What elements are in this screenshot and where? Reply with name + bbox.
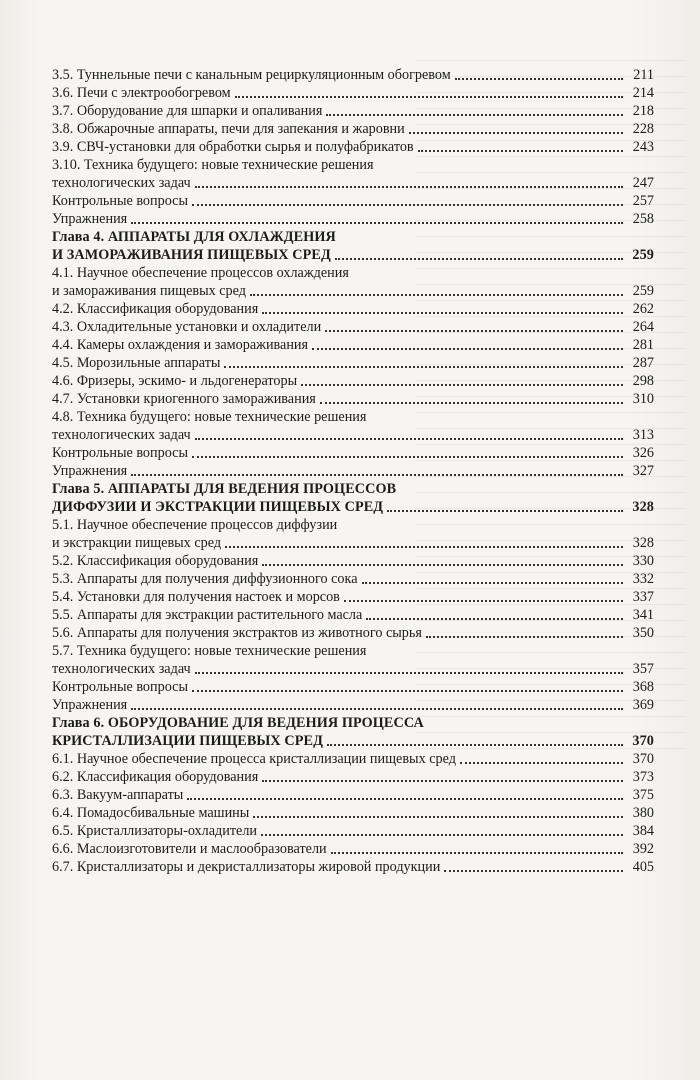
toc-entry — [52, 570, 654, 588]
toc-entry-title-line1: 4.8. Техника будущего: новые технические решения — [52, 409, 367, 425]
toc-page-number: 310 — [632, 391, 654, 407]
dot-leader — [224, 366, 623, 368]
toc-page-number: 332 — [632, 571, 654, 587]
toc-entry-title: 6.7. Кристаллизаторы и декристаллизаторы жировой продукции — [52, 859, 441, 875]
toc-entry-title: 6.5. Кристаллизаторы-охладители — [52, 823, 258, 839]
toc-entry-title: технологических задач — [52, 661, 191, 677]
toc-entry — [52, 516, 654, 552]
toc-page-number: 328 — [632, 499, 654, 515]
toc-entry — [52, 606, 654, 624]
toc-entry-title: и экстракции пищевых сред — [52, 535, 222, 551]
dot-leader — [192, 690, 623, 692]
dot-leader — [344, 600, 623, 602]
toc-entry-title: 4.7. Установки криогенного замораживания — [52, 391, 316, 407]
toc-page-number: 211 — [633, 67, 654, 83]
toc-page-number: 298 — [632, 373, 654, 389]
toc-entry-title: 3.5. Туннельные печи с канальным рециркуляционным обогревом — [52, 67, 451, 83]
toc-entry-title: 5.3. Аппараты для получения диффузионного сока — [52, 571, 358, 587]
dot-leader — [250, 294, 623, 296]
dot-leader — [326, 114, 623, 116]
toc-page-number: 357 — [632, 661, 654, 677]
dot-leader — [366, 618, 623, 620]
toc-entry — [52, 768, 654, 786]
dot-leader — [187, 798, 623, 800]
toc-page-number: 214 — [632, 85, 654, 101]
toc-entry — [52, 300, 654, 318]
toc-entry-title: 4.4. Камеры охлаждения и замораживания — [52, 337, 309, 353]
toc-entry-title-line1: 3.10. Техника будущего: новые технические решения — [52, 157, 374, 173]
dot-leader — [301, 384, 623, 386]
dot-leader — [331, 852, 623, 854]
dot-leader — [192, 456, 623, 458]
toc-entry-title: Упражнения — [52, 211, 128, 227]
dot-leader — [195, 438, 623, 440]
toc-entry — [52, 840, 654, 858]
toc-page-number: 258 — [632, 211, 654, 227]
toc-entry — [52, 210, 654, 228]
toc-entry-title: 5.6. Аппараты для получения экстрактов из животного сырья — [52, 625, 422, 641]
dot-leader — [261, 834, 623, 836]
dot-leader — [195, 186, 623, 188]
toc-page-number: 327 — [632, 463, 654, 479]
dot-leader — [455, 78, 623, 80]
toc-entry — [52, 264, 654, 300]
toc-entry-title: 4.6. Фризеры, эскимо- и льдогенераторы — [52, 373, 298, 389]
dot-leader — [312, 348, 623, 350]
dot-leader — [131, 708, 623, 710]
toc-page-number: 341 — [632, 607, 654, 623]
toc-entry-title: 4.3. Охладительные установки и охладители — [52, 319, 322, 335]
dot-leader — [426, 636, 623, 638]
toc-entry — [52, 804, 654, 822]
dot-leader — [195, 672, 623, 674]
toc-page-number: 330 — [632, 553, 654, 569]
dot-leader — [409, 132, 623, 134]
toc-entry — [52, 858, 654, 876]
toc-entry — [52, 696, 654, 714]
toc-entry-title-line1: 4.1. Научное обеспечение процессов охлаждения — [52, 265, 349, 281]
toc-page-number: 228 — [632, 121, 654, 137]
toc-entry — [52, 408, 654, 444]
toc-page-number: 392 — [632, 841, 654, 857]
toc-page-number: 326 — [632, 445, 654, 461]
toc-entry-title: 3.6. Печи с электрообогревом — [52, 85, 231, 101]
toc-entry-title: 3.7. Оборудование для шпарки и опаливания — [52, 103, 323, 119]
toc-page-number: 370 — [632, 733, 654, 749]
toc-entry-title: 6.3. Вакуум-аппараты — [52, 787, 184, 803]
toc-page-number: 259 — [632, 283, 654, 299]
toc-page-number: 313 — [632, 427, 654, 443]
toc-entry — [52, 390, 654, 408]
dot-leader — [444, 870, 623, 872]
toc-entry — [52, 444, 654, 462]
toc-entry — [52, 588, 654, 606]
toc-entry — [52, 462, 654, 480]
dot-leader — [131, 222, 623, 224]
toc-page-number: 259 — [632, 247, 654, 263]
toc-entry-title: Упражнения — [52, 463, 128, 479]
toc-entry — [52, 678, 654, 696]
dot-leader — [262, 564, 623, 566]
toc-page-number: 368 — [632, 679, 654, 695]
toc-entry-title-line1: 5.7. Техника будущего: новые технические решения — [52, 643, 367, 659]
toc-entry — [52, 138, 654, 156]
toc-entry — [52, 354, 654, 372]
dot-leader — [253, 816, 623, 818]
toc-chapter — [52, 480, 654, 516]
toc-page-number: 218 — [632, 103, 654, 119]
toc-entry-title: Контрольные вопросы — [52, 679, 188, 695]
toc-entry — [52, 642, 654, 678]
toc-entry-title: 5.5. Аппараты для экстракции растительного масла — [52, 607, 363, 623]
toc-page-number: 262 — [632, 301, 654, 317]
dot-leader — [262, 780, 623, 782]
toc-entry — [52, 84, 654, 102]
toc-entry-title: И ЗАМОРАЖИВАНИЯ ПИЩЕВЫХ СРЕД — [52, 247, 331, 263]
dot-leader — [131, 474, 623, 476]
toc-entry — [52, 822, 654, 840]
toc-entry — [52, 552, 654, 570]
dot-leader — [235, 96, 623, 98]
toc-entry — [52, 624, 654, 642]
toc-page-number: 405 — [632, 859, 654, 875]
toc-entry — [52, 66, 654, 84]
toc-entry-title-line1: 5.1. Научное обеспечение процессов диффузии — [52, 517, 338, 533]
toc-entry-title: технологических задач — [52, 427, 191, 443]
toc-page-number: 257 — [632, 193, 654, 209]
toc-entry-title: 6.6. Маслоизготовители и маслообразователи — [52, 841, 327, 857]
toc-chapter — [52, 228, 654, 264]
toc-entry — [52, 192, 654, 210]
toc-page-number: 243 — [632, 139, 654, 155]
table-of-contents — [52, 66, 654, 876]
toc-entry — [52, 786, 654, 804]
toc-entry-title: 5.2. Классификация оборудования — [52, 553, 259, 569]
dot-leader — [320, 402, 623, 404]
dot-leader — [262, 312, 623, 314]
dot-leader — [327, 744, 623, 746]
toc-entry — [52, 120, 654, 138]
dot-leader — [362, 582, 624, 584]
toc-entry-title: 3.9. СВЧ-установки для обработки сырья и полуфабрикатов — [52, 139, 414, 155]
toc-page-number: 264 — [632, 319, 654, 335]
toc-page-number: 369 — [632, 697, 654, 713]
toc-entry — [52, 102, 654, 120]
toc-entry-title: 4.2. Классификация оборудования — [52, 301, 259, 317]
toc-entry-title: Контрольные вопросы — [52, 445, 188, 461]
dot-leader — [192, 204, 623, 206]
toc-page-number: 380 — [632, 805, 654, 821]
toc-entry-title: 4.5. Морозильные аппараты — [52, 355, 221, 371]
toc-entry-title: Упражнения — [52, 697, 128, 713]
dot-leader — [460, 762, 623, 764]
toc-entry-title: технологических задач — [52, 175, 191, 191]
toc-page-number: 373 — [632, 769, 654, 785]
toc-page-number: 384 — [632, 823, 654, 839]
toc-entry-title: 6.2. Классификация оборудования — [52, 769, 259, 785]
toc-page-number: 287 — [632, 355, 654, 371]
toc-entry — [52, 750, 654, 768]
dot-leader — [387, 510, 623, 512]
toc-entry-title-line1: Глава 5. АППАРАТЫ ДЛЯ ВЕДЕНИЯ ПРОЦЕССОВ — [52, 481, 397, 497]
toc-chapter — [52, 714, 654, 750]
dot-leader — [418, 150, 623, 152]
toc-entry-title-line1: Глава 6. ОБОРУДОВАНИЕ ДЛЯ ВЕДЕНИЯ ПРОЦЕССА — [52, 715, 424, 731]
toc-page-number: 328 — [632, 535, 654, 551]
toc-entry-title: КРИСТАЛЛИЗАЦИИ ПИЩЕВЫХ СРЕД — [52, 733, 323, 749]
toc-entry-title: Контрольные вопросы — [52, 193, 188, 209]
toc-entry — [52, 336, 654, 354]
toc-entry — [52, 372, 654, 390]
toc-entry — [52, 318, 654, 336]
dot-leader — [225, 546, 623, 548]
toc-entry-title: 6.4. Помадосбивальные машины — [52, 805, 250, 821]
dot-leader — [335, 258, 623, 260]
toc-entry-title: 6.1. Научное обеспечение процесса кристаллизации пищевых сред — [52, 751, 456, 767]
toc-page-number: 247 — [632, 175, 654, 191]
toc-entry-title-line1: Глава 4. АППАРАТЫ ДЛЯ ОХЛАЖДЕНИЯ — [52, 229, 336, 245]
toc-page-number: 350 — [632, 625, 654, 641]
toc-entry-title: и замораживания пищевых сред — [52, 283, 246, 299]
toc-page-number: 337 — [632, 589, 654, 605]
dot-leader — [325, 330, 623, 332]
toc-entry-title: ДИФФУЗИИ И ЭКСТРАКЦИИ ПИЩЕВЫХ СРЕД — [52, 499, 384, 515]
toc-page-number: 281 — [632, 337, 654, 353]
toc-entry — [52, 156, 654, 192]
toc-page-number: 370 — [632, 751, 654, 767]
toc-page-number: 375 — [632, 787, 654, 803]
toc-entry-title: 5.4. Установки для получения настоек и морсов — [52, 589, 340, 605]
toc-entry-title: 3.8. Обжарочные аппараты, печи для запекания и жаровни — [52, 121, 405, 137]
